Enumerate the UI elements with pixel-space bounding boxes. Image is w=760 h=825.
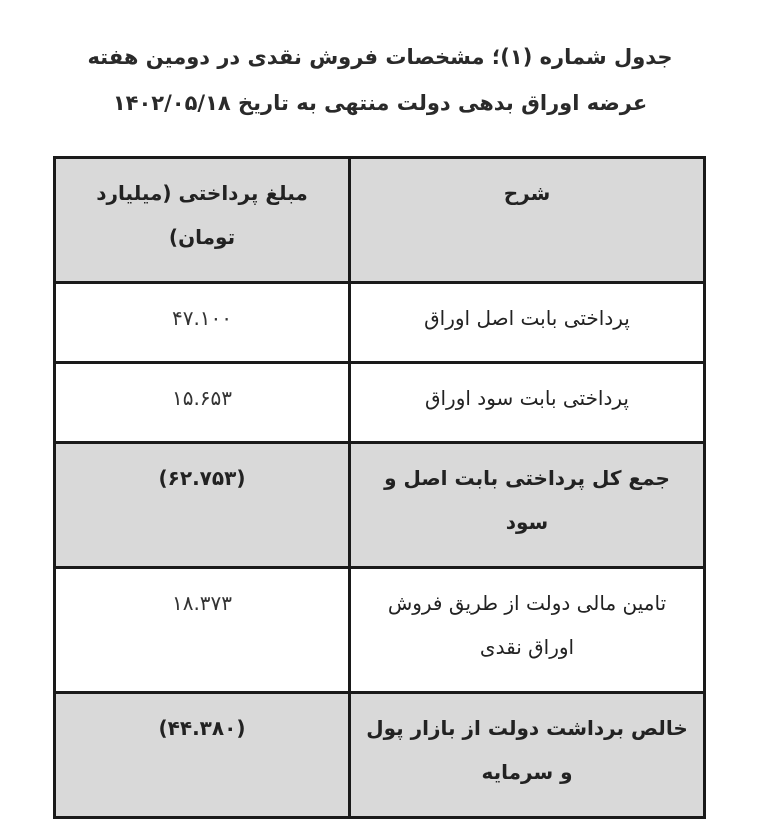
row-amount: ۱۸.۳۷۳	[55, 568, 350, 693]
header-amount: مبلغ پرداختی (میلیارد تومان)	[55, 158, 350, 283]
row-amount: ۴۷.۱۰۰	[55, 283, 350, 363]
table-row	[55, 568, 705, 693]
row-amount: ۱۵.۶۵۳	[55, 363, 350, 443]
row-amount: (۴۴.۳۸۰)	[55, 693, 350, 818]
table-row	[55, 283, 705, 363]
table-header-row	[55, 158, 705, 283]
table-row-total	[55, 443, 705, 568]
caption-line-2: عرضه اوراق بدهی دولت منتهی به تاریخ ۱۴۰۲/۰۵/۱۸	[112, 91, 648, 115]
payments-table	[53, 156, 706, 819]
row-description: جمع کل پرداختی بابت اصل و سود	[350, 443, 705, 568]
table-row-net	[55, 693, 705, 818]
row-amount: (۶۲.۷۵۳)	[55, 443, 350, 568]
row-description: تامین مالی دولت از طریق فروش اوراق نقدی	[350, 568, 705, 693]
row-description: پرداختی بابت اصل اوراق	[350, 283, 705, 363]
header-description: شرح	[350, 158, 705, 283]
row-description: خالص برداشت دولت از بازار پول و سرمایه	[350, 693, 705, 818]
row-description: پرداختی بابت سود اوراق	[350, 363, 705, 443]
caption-line-1: جدول شماره (۱)؛ مشخصات فروش نقدی در دومین هفته	[87, 45, 673, 69]
table-caption	[40, 34, 720, 126]
table-row	[55, 363, 705, 443]
